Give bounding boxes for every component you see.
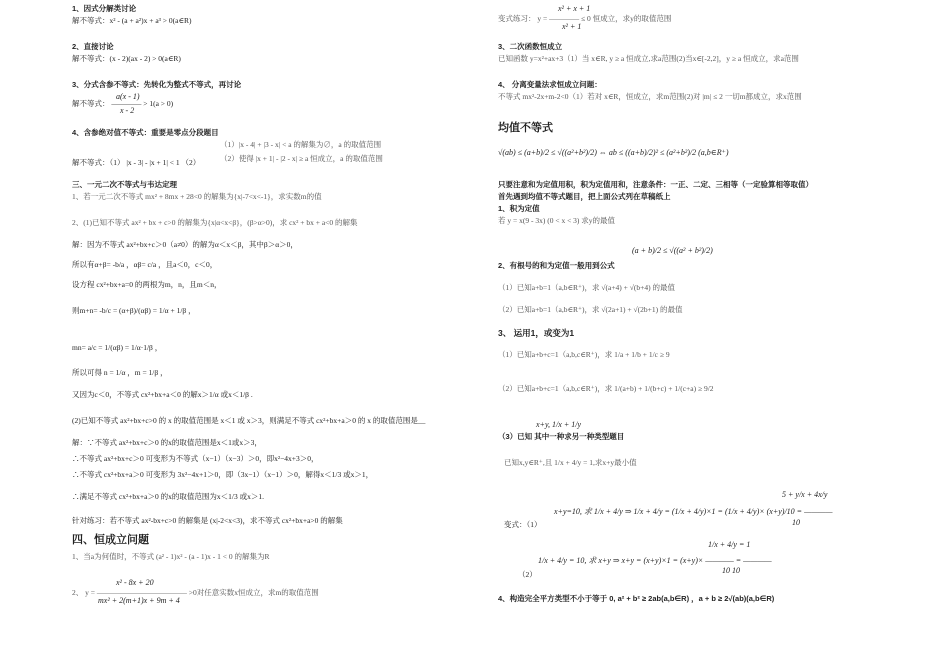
right-line: 1/x + 4/y = 1: [708, 540, 751, 549]
right-line: 均值不等式: [498, 122, 553, 134]
left-line: 解不等式：x² - (a + a²)x + a³ > 0(a∈R): [72, 16, 192, 25]
left-line: 4、含参绝对值不等式：重要是零点分段题目: [72, 128, 219, 137]
left-line: 2、直接讨论: [72, 42, 114, 51]
left-line: 2、(1)已知不等式 ax² + bx + c>0 的解集为{x|α<x<β}，(β>α>0)，求 cx² + bx + a<0 的解集: [72, 218, 358, 227]
right-line: 变式：（1）: [504, 520, 542, 529]
left-line: x² - 8x + 20: [116, 578, 154, 587]
right-line: （2）: [518, 570, 537, 579]
left-column: [72, 0, 472, 672]
left-line: 设方程 cx²+bx+a=0 的两根为m，n，且m＜n，: [72, 280, 222, 289]
right-line: 5 + y/x + 4x/y: [782, 490, 828, 499]
left-line: 解不等式： ———— > 1(a > 0): [72, 99, 174, 108]
right-line: 1/x + 4/y = 10, 求 x+y ⇒ x+y = (x+y)×1 = (x+y)× ———— = ————: [538, 556, 772, 565]
right-line: 已知x,y∈R⁺,且 1/x + 4/y = 1,求x+y最小值: [504, 458, 637, 467]
right-line: 1、积为定值: [498, 204, 540, 213]
right-line: 4、 分离变量法求恒成立问题：: [498, 80, 602, 89]
right-line: 只要注意和为定值用积，积为定值用和，注意条件：一正、二定、三相等（一定验算相等取值）: [498, 180, 813, 189]
left-line: 三、一元二次不等式与韦达定理: [72, 180, 177, 189]
left-line: (2)已知不等式 ax²+bx+c>0 的 x 的取值范围是 x＜1 或 x＞3，则满足不等式 cx²+bx+a＞0 的 x 的取值范围是__: [72, 416, 426, 425]
right-line: x² + x + 1: [558, 4, 591, 13]
right-line: x² + 1: [562, 22, 582, 31]
left-line: 所以有α+β= -b/a ，αβ= c/a ，且a＜0，c＜0，: [72, 260, 218, 269]
left-line: 则m+n= -b/c = (α+β)/(αβ) = 1/α + 1/β ，: [72, 306, 196, 315]
left-line: 2、 y = ———————————— >0对任意实数x恒成立，求m的取值范围: [72, 588, 319, 597]
right-line: 变式练习： y = ———— ≤ 0 恒成立，求y的取值范围: [498, 14, 672, 23]
left-line: ∴不等式 cx²+bx+a＞0 可变形为 3x²−4x+1＞0，即（3x−1）（x−1）＞0，解得x＜1/3 或x＞1，: [72, 470, 374, 479]
right-line: x+y, 1/x + 1/y: [536, 420, 582, 429]
right-line: 若 y = x(9 - 3x) (0 < x < 3) 求y的最值: [498, 216, 616, 225]
right-line: x+y=10, 求 1/x + 4/y ⇒ 1/x + 4/y = (1/x + 4/y)×1 = (1/x + 4/y)× (x+y)/10 = ————: [554, 507, 833, 516]
right-line: 2、有根号的和为定值一般用到公式: [498, 261, 615, 270]
left-line: mx² + 2(m+1)x + 9m + 4: [98, 596, 180, 605]
left-line: 所以可得 n = 1/α ，m = 1/β ，: [72, 368, 168, 377]
left-line: mn= a/c = 1/(αβ) = 1/α·1/β ，: [72, 343, 163, 352]
left-line: ∴不等式 ax²+bx+c＞0 可变形为不等式（x−1）（x−3）＞0，即x²−4x+3＞0，: [72, 454, 319, 463]
right-line: 10 10: [722, 566, 740, 575]
left-line: 1、因式分解类讨论: [72, 4, 137, 13]
right-line: （1）已知a+b=1（a,b∈R⁺)，求 √(a+4) + √(b+4) 的最值: [498, 283, 675, 292]
right-line: 不等式 mx²-2x+m-2<0（1）若对 x∈R，恒成立，求m范围(2)对 |m| ≤ 2 一切m都成立，求x范围: [498, 92, 802, 101]
left-line: 针对练习：若不等式 ax²-bx+c>0 的解集是 (x|-2<x<3)，求不等式 cx²+bx+a>0 的解集: [72, 516, 343, 525]
right-line: （1）已知a+b+c=1（a,b,c∈R⁺)，求 1/a + 1/b + 1/c ≥ 9: [498, 350, 670, 359]
right-line: √(ab) ≤ (a+b)/2 ≤ √((a²+b²)/2) ⇔ ab ≤ ((a+b)/2)² ≤ (a²+b²)/2 (a,b∈R⁺): [498, 148, 729, 157]
right-line: （2）已知a+b+c=1（a,b,c∈R⁺)，求 1/(a+b) + 1/(b+c) + 1/(c+a) ≥ 9/2: [498, 384, 714, 393]
left-line: 又因为c＜0，不等式 cx²+bx+a＜0 的解x＞1/α 或x＜1/β .: [72, 390, 253, 399]
right-line: 3、 运用1，或变为1: [498, 328, 575, 338]
left-line: ∴满足不等式 cx²+bx+a＞0 的x的取值范围为x＜1/3 或x＞1.: [72, 492, 264, 501]
right-column: [498, 0, 878, 672]
right-line: 4、构造完全平方类型不小于等于 0, a² + b² ≥ 2ab(a,b∈R) ，a + b ≥ 2√(ab)(a,b∈R): [498, 594, 775, 603]
right-line: （3）已知 其中一种求另一种类型题目: [498, 432, 625, 441]
right-line: 首先遇到均值不等式题目，把上面公式列在草稿纸上: [498, 192, 671, 201]
left-line: 1、当a为何值时，不等式 (a² - 1)x² - (a - 1)x - 1 < 0 的解集为R: [72, 552, 270, 561]
right-line: (a + b)/2 ≤ √((a² + b²)/2): [632, 246, 713, 255]
left-line: 解：∵不等式 ax²+bx+c＞0 的x的取值范围是x＜1或x＞3，: [72, 438, 262, 447]
left-line: 3、分式含参不等式：先转化为整式不等式，再讨论: [72, 80, 242, 89]
right-line: 3、二次函数恒成立: [498, 42, 563, 51]
left-line: 解不等式：(x - 2)(ax - 2) > 0(a∈R): [72, 54, 181, 63]
right-line: （2）已知a+b=1（a,b∈R⁺)，求 √(2a+1) + √(2b+1) 的最值: [498, 305, 683, 314]
right-line: 10: [792, 518, 800, 527]
right-line: 已知函数 y=x²+ax+3（1）当 x∈R, y ≥ a 恒成立,求a范围(2)当x∈[-2,2]，y ≥ a 恒成立，求a范围: [498, 54, 799, 63]
left-line: a(x - 1): [116, 92, 140, 101]
left-line: 解：因为不等式 ax²+bx+c＞0（a≠0）的解为α＜x＜β，其中β＞α＞0，: [72, 240, 298, 249]
left-line: x - 2: [120, 106, 135, 115]
left-line: （2）使得 |x + 1| - |2 - x| ≥ a 恒成立，a 的取值范围: [220, 154, 383, 163]
left-line: 四、恒成立问题: [72, 534, 149, 546]
left-line: 解不等式：（1） |x - 3| - |x + 1| < 1 （2）: [72, 158, 201, 167]
left-line: 1、若一元二次不等式 mx² + 8mx + 28<0 的解集为{x|-7<x<-1}，求实数m的值: [72, 192, 322, 201]
left-line: （1）|x - 4| + |3 - x| < a 的解集为∅，a 的取值范围: [220, 140, 382, 149]
